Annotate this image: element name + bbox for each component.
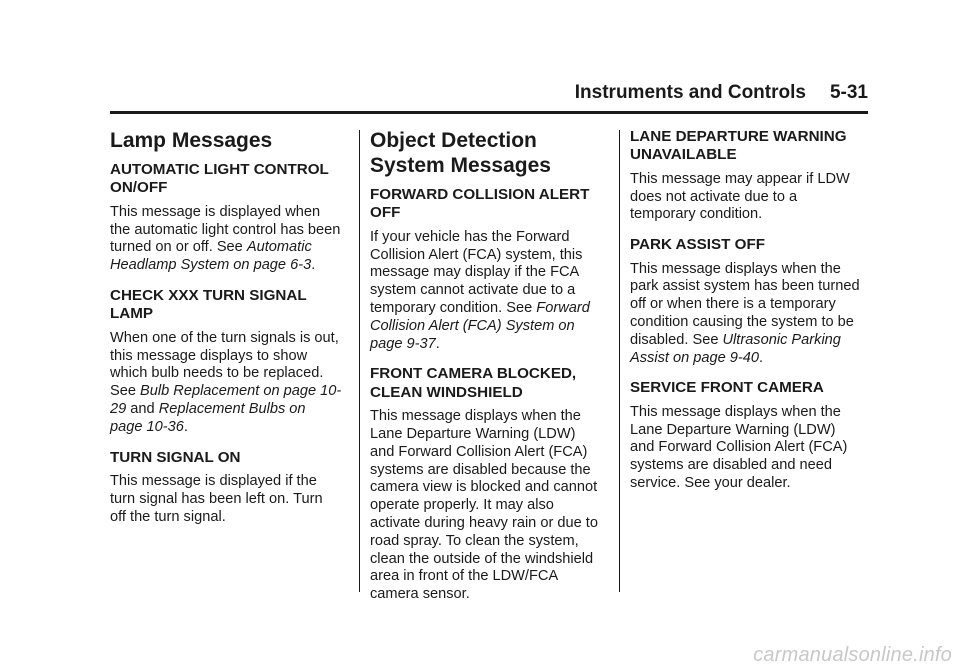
page-number: 5-31 <box>829 82 868 103</box>
service-front-camera-text: This message displays when the Lane Departure Warning (LDW) and Forward Collision Alert (FCA) systems are disabled and need service. See your dealer. <box>630 403 848 491</box>
check-turn-signal-heading: CHECK XXX TURN SIGNAL LAMP <box>110 287 307 323</box>
column-divider <box>359 130 360 592</box>
front-camera-blocked-heading: FRONT CAMERA BLOCKED, CLEAN WINDSHIELD <box>370 365 577 401</box>
service-front-camera-heading: SERVICE FRONT CAMERA <box>630 379 824 397</box>
cross-reference: Ultrasonic Parking Assist on page 9-40 <box>630 331 841 366</box>
body-text: . <box>311 257 316 274</box>
column-divider <box>619 130 620 592</box>
lamp-messages-title: Lamp Messages <box>110 129 273 152</box>
park-assist-heading: PARK ASSIST OFF <box>630 236 766 254</box>
body-text: This message is displayed when the automatic light control has been turned on or off. See <box>110 203 341 256</box>
body-text: . <box>183 418 188 435</box>
body-text: When one of the turn signals is out, this message displays to show which bulb needs to be replaced. See <box>110 329 339 400</box>
body-text: . <box>759 349 764 366</box>
lane-departure-heading: LANE DEPARTURE WARNING UNAVAILABLE <box>630 128 847 164</box>
watermark: carmanualsonline.info <box>753 644 952 666</box>
cross-reference: Bulb Replacement on page 10-29 <box>110 383 342 417</box>
cross-reference: Replacement Bulbs on page 10-36 <box>110 401 306 435</box>
park-assist-text <box>630 261 862 368</box>
turn-signal-on-heading: TURN SIGNAL ON <box>110 448 241 466</box>
body-text: This message displays when the park assist system has been turned off or when there is a temporary condition causing the system to be disabled. See <box>630 260 860 348</box>
forward-collision-alert-text <box>370 229 602 354</box>
column-3 <box>630 128 862 493</box>
cross-reference: Forward Collision Alert (FCA) System on page 9-37 <box>370 300 590 352</box>
turn-signal-on-text: This message is displayed if the turn signal has been left on. Turn off the turn signal. <box>110 473 323 525</box>
column-2 <box>370 128 602 604</box>
automatic-light-control-heading: AUTOMATIC LIGHT CONTROL ON/OFF <box>110 161 329 197</box>
page-header <box>110 82 868 106</box>
check-turn-signal-text <box>110 330 342 437</box>
column-1 <box>110 128 342 526</box>
section-title: Instruments and Controls <box>574 82 806 103</box>
object-detection-title: Object Detection System Messages <box>370 129 551 177</box>
front-camera-blocked-text: This message displays when the Lane Departure Warning (LDW) and Forward Collision Alert (FCA) systems are disabled because the camera view is blocked and cannot operate properly. It may also activate during heavy rain or due to road spray. To clean the system, clean the outside of the windshield area in front of the LDW/FCA camera sensor. <box>370 408 598 603</box>
header-rule <box>110 111 868 114</box>
body-text: and <box>126 401 159 417</box>
automatic-light-control-text <box>110 204 342 275</box>
forward-collision-alert-heading: FORWARD COLLISION ALERT OFF <box>370 186 590 222</box>
body-text: If your vehicle has the Forward Collision Alert (FCA) system, this message may display if the FCA system cannot activate due to a temporary condition. See <box>370 228 583 316</box>
lane-departure-text: This message may appear if LDW does not activate due to a temporary condition. <box>630 170 850 223</box>
body-text: . <box>435 335 440 352</box>
cross-reference: Automatic Headlamp System on page 6-3 <box>110 239 312 274</box>
